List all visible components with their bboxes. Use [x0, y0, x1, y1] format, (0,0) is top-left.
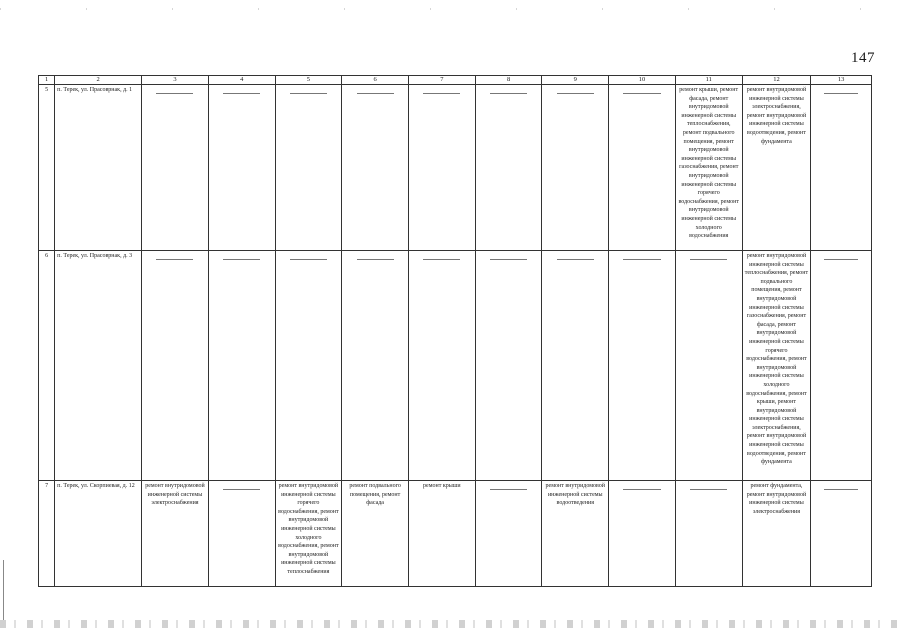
capital-repair-table — [38, 75, 872, 587]
empty-cell-dash — [342, 85, 409, 251]
empty-cell-dash — [142, 85, 209, 251]
column-header: 11 — [675, 76, 742, 85]
empty-cell-dash — [342, 251, 409, 481]
repair-works-cell: ремонт внутридомовой инженерной системы электроснабжения, ремонт внутридомовой инженерной системы водоотведения, ремонт фундамента — [742, 85, 811, 251]
empty-cell-dash — [811, 251, 872, 481]
house-address: п. Терек, ул. Скорпиевая, д. 12 — [55, 481, 142, 587]
dash-mark — [557, 259, 594, 260]
column-header: 6 — [342, 76, 409, 85]
dash-mark — [290, 93, 327, 94]
empty-cell-dash — [609, 251, 676, 481]
dash-mark — [490, 93, 527, 94]
empty-cell-dash — [408, 251, 475, 481]
repair-works-cell: ремонт внутридомовой инженерной системы электроснабжения — [142, 481, 209, 587]
column-header: 8 — [475, 76, 542, 85]
column-header: 4 — [208, 76, 275, 85]
house-address: п. Терек, ул. Прасоврнак, д. 1 — [55, 85, 142, 251]
column-header: 9 — [542, 76, 609, 85]
repair-works-cell: ремонт внутридомовой инженерной системы теплоснабжения, ремонт подвального помещения, ремонт внутридомовой инженерной системы газоснабжения, ремонт фасада, ремонт внутридомовой инженерной системы горячего водоснабжения, ремонт внутридомовой инженерной системы холодного водоснабжения, ремонт крыши, ремонт внутридомовой инженерной системы электроснабжения, ремонт внутридомовой инженерной системы водоотведения, ремонт фундамента — [742, 251, 811, 481]
dash-mark — [423, 93, 460, 94]
empty-cell-dash — [475, 251, 542, 481]
column-header: 2 — [55, 76, 142, 85]
empty-cell-dash — [275, 85, 342, 251]
dash-mark — [623, 489, 660, 490]
row-number: 5 — [39, 85, 55, 251]
column-header: 12 — [742, 76, 811, 85]
empty-cell-dash — [811, 85, 872, 251]
house-address: п. Терек, ул. Прасоврнак, д. 3 — [55, 251, 142, 481]
dash-mark — [223, 93, 260, 94]
column-header: 10 — [609, 76, 676, 85]
empty-cell-dash — [542, 85, 609, 251]
dash-mark — [824, 489, 857, 490]
empty-cell-dash — [675, 481, 742, 587]
table-row — [39, 481, 872, 587]
column-number-row — [39, 76, 872, 85]
repair-works-cell: ремонт крыши, ремонт фасада, ремонт внутридомовой инженерной системы теплоснабжения, ремонт подвального помещения, ремонт внутридомовой инженерной системы газоснабжения, ремонт внутридомовой инженерной системы горячего водоснабжения, ремонт внутридомовой инженерной системы холодного водоснабжения — [675, 85, 742, 251]
empty-cell-dash — [542, 251, 609, 481]
dash-mark — [156, 259, 193, 260]
dash-mark — [223, 259, 260, 260]
empty-cell-dash — [609, 481, 676, 587]
dash-mark — [490, 259, 527, 260]
dash-mark — [223, 489, 260, 490]
column-header: 5 — [275, 76, 342, 85]
page-number: 147 — [851, 50, 875, 66]
repair-works-cell: ремонт внутридомовой инженерной системы водоотведения — [542, 481, 609, 587]
row-number: 6 — [39, 251, 55, 481]
empty-cell-dash — [142, 251, 209, 481]
empty-cell-dash — [275, 251, 342, 481]
table-row — [39, 85, 872, 251]
empty-cell-dash — [609, 85, 676, 251]
scan-edge-mark — [3, 560, 4, 620]
table-row — [39, 251, 872, 481]
repair-works-cell: ремонт внутридомовой инженерной системы горячего водоснабжения, ремонт внутридомовой инженерной системы холодного водоснабжения, ремонт внутридомовой инженерной системы теплоснабжения — [275, 481, 342, 587]
column-header: 13 — [811, 76, 872, 85]
dash-mark — [357, 259, 394, 260]
empty-cell-dash — [475, 481, 542, 587]
scan-specks — [0, 8, 905, 10]
dash-mark — [290, 259, 327, 260]
column-header: 1 — [39, 76, 55, 85]
empty-cell-dash — [208, 251, 275, 481]
dash-mark — [557, 93, 594, 94]
dash-mark — [690, 259, 727, 260]
dash-mark — [423, 259, 460, 260]
empty-cell-dash — [208, 481, 275, 587]
empty-cell-dash — [811, 481, 872, 587]
scan-noise-strip — [0, 620, 905, 628]
dash-mark — [357, 93, 394, 94]
repair-works-cell: ремонт подвального помещения, ремонт фасада — [342, 481, 409, 587]
row-number: 7 — [39, 481, 55, 587]
empty-cell-dash — [475, 85, 542, 251]
dash-mark — [824, 259, 857, 260]
dash-mark — [623, 259, 660, 260]
empty-cell-dash — [208, 85, 275, 251]
dash-mark — [490, 489, 527, 490]
repair-works-cell: ремонт фундамента, ремонт внутридомовой инженерной системы электроснабжения — [742, 481, 811, 587]
dash-mark — [623, 93, 660, 94]
dash-mark — [156, 93, 193, 94]
empty-cell-dash — [675, 251, 742, 481]
dash-mark — [824, 93, 857, 94]
empty-cell-dash — [408, 85, 475, 251]
repair-works-cell: ремонт крыши — [408, 481, 475, 587]
column-header: 7 — [408, 76, 475, 85]
dash-mark — [690, 489, 727, 490]
column-header: 3 — [142, 76, 209, 85]
